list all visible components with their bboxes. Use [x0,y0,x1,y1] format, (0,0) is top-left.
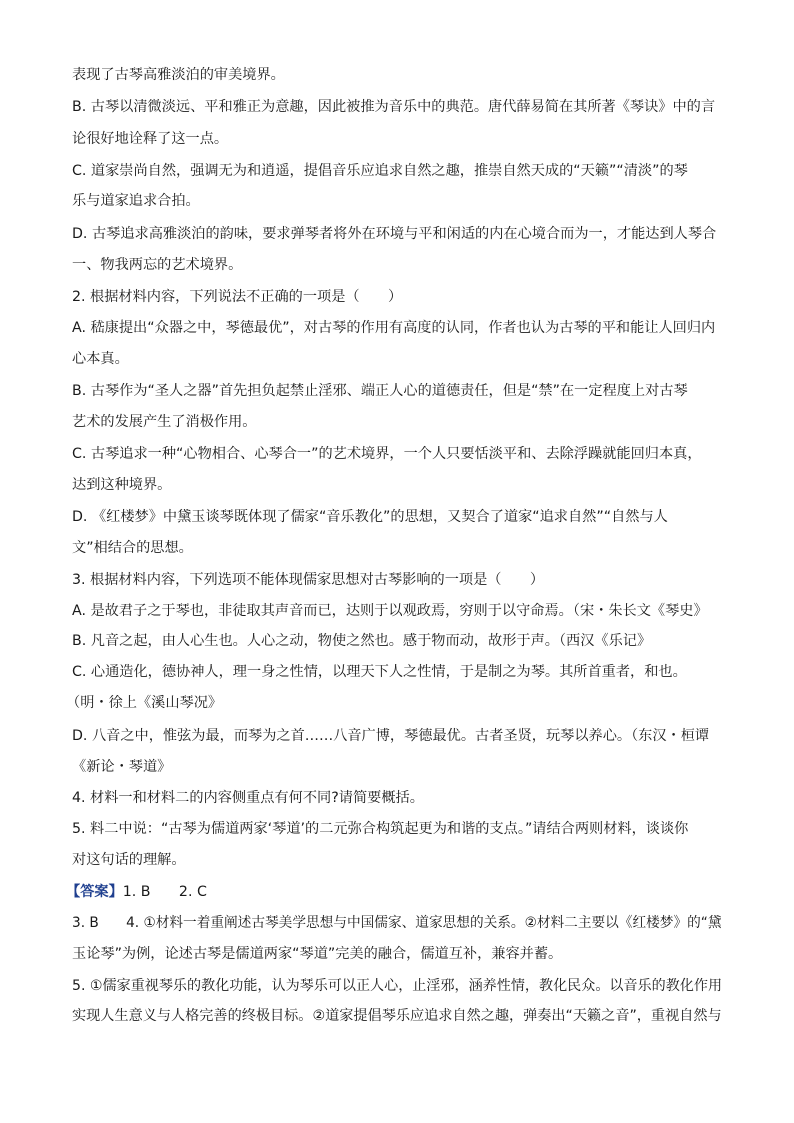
option-2a: A. 嵇康提出“众器之中，琴德最优”，对古琴的作用有高度的认同，作者也认为古琴的平和能让人回归内 [72,320,716,336]
answer-label: 【答案】 [66,884,123,900]
answer-line: 5. ①儒家重视琴乐的教化功能，认为琴乐可以正人心，止淫邪，涵养性情，教化民众。以音乐的教化作用 [72,978,723,994]
text-line: 艺术的发展产生了消极作用。 [72,414,257,430]
option-3a: A. 是故君子之于琴也，非徒取其声音而已，达则于以观政焉，穷则于以守命焉。（宋・朱长文《琴史》 [72,603,708,619]
answer-text: 1. B 2. C [122,884,207,900]
question-2: 2. 根据材料内容，下列说法不正确的一项是（ ） [72,289,403,305]
option-3b: B. 凡音之起，由人心生也。人心之动，物使之然也。感于物而动，故形于声。（西汉《乐记》 [72,633,652,649]
option-2b: B. 古琴作为“圣人之器”首先担负起禁止淫邪、端正人心的道德责任，但是“禁”在一定程度上对古琴 [72,383,688,399]
question-4: 4. 材料一和材料二的内容侧重点有何不同?请简要概括。 [72,790,424,806]
text-line: 论很好地诠释了这一点。 [72,131,229,147]
text-line: 达到这种境界。 [72,477,172,493]
text-line: （明・徐上《溪山琴况》 [66,695,223,711]
text-line: 一、物我两忘的艺术境界。 [72,257,243,273]
text-line: 表现了古琴高雅淡泊的审美境界。 [72,67,285,83]
answer-line: 实现人生意义与人格完善的终极目标。②道家提倡琴乐应追求自然之趣，弹奏出“天籁之音”，重视自然与 [72,1008,722,1024]
text-line: C. 道家崇尚自然，强调无为和逍遥，提倡音乐应追求自然之趣，推崇自然天成的“天籁”“清淡”的琴 [72,163,688,179]
answer-line [66,882,207,902]
option-2d: D. 《红楼梦》中黛玉谈琴既体现了儒家“音乐教化”的思想，又契合了道家“追求自然”“自然与人 [72,509,668,525]
text-line: 对这句话的理解。 [72,852,186,868]
text-line: 文”相结合的思想。 [72,540,193,556]
text-line: D. 古琴追求高雅淡泊的韵味，要求弹琴者将外在环境与平和闲适的内在心境合而为一，才能达到人琴合 [72,226,717,242]
text-line: 心本真。 [72,351,129,367]
answer-line: 玉论琴”为例，论述古琴是儒道两家“琴道”完美的融合，儒道互补，兼容并蓄。 [72,946,563,962]
option-3d: D. 八音之中，惟弦为最，而琴为之首……八音广博，琴德最优。古者圣贤，玩琴以养心。（东汉・桓谭 [72,728,710,744]
answer-line: 3. B 4. ①材料一着重阐述古琴美学思想与中国儒家、道家思想的关系。②材料二主要以《红楼梦》的“黛 [72,915,722,931]
text-line: 乐与道家追求合拍。 [72,193,200,209]
option-2c: C. 古琴追求一种“心物相合、心琴合一”的艺术境界，一个人只要恬淡平和、去除浮躁就能回归本真， [72,446,702,462]
question-5: 5. 料二中说：“古琴为儒道两家‘琴道’的二元弥合构筑起更为和谐的支点。”请结合两则材料，谈谈你 [72,821,689,837]
text-line: 《新论・琴道》 [72,759,172,775]
text-line: B. 古琴以清微淡远、平和雅正为意趣，因此被推为音乐中的典范。唐代薛易简在其所著《琴诀》中的言 [72,99,716,115]
question-3: 3. 根据材料内容，下列选项不能体现儒家思想对古琴影响的一项是（ ） [72,572,545,588]
option-3c: C. 心通造化，德协神人，理一身之性情，以理天下人之性情，于是制之为琴。其所首重者，和也。 [72,664,687,680]
